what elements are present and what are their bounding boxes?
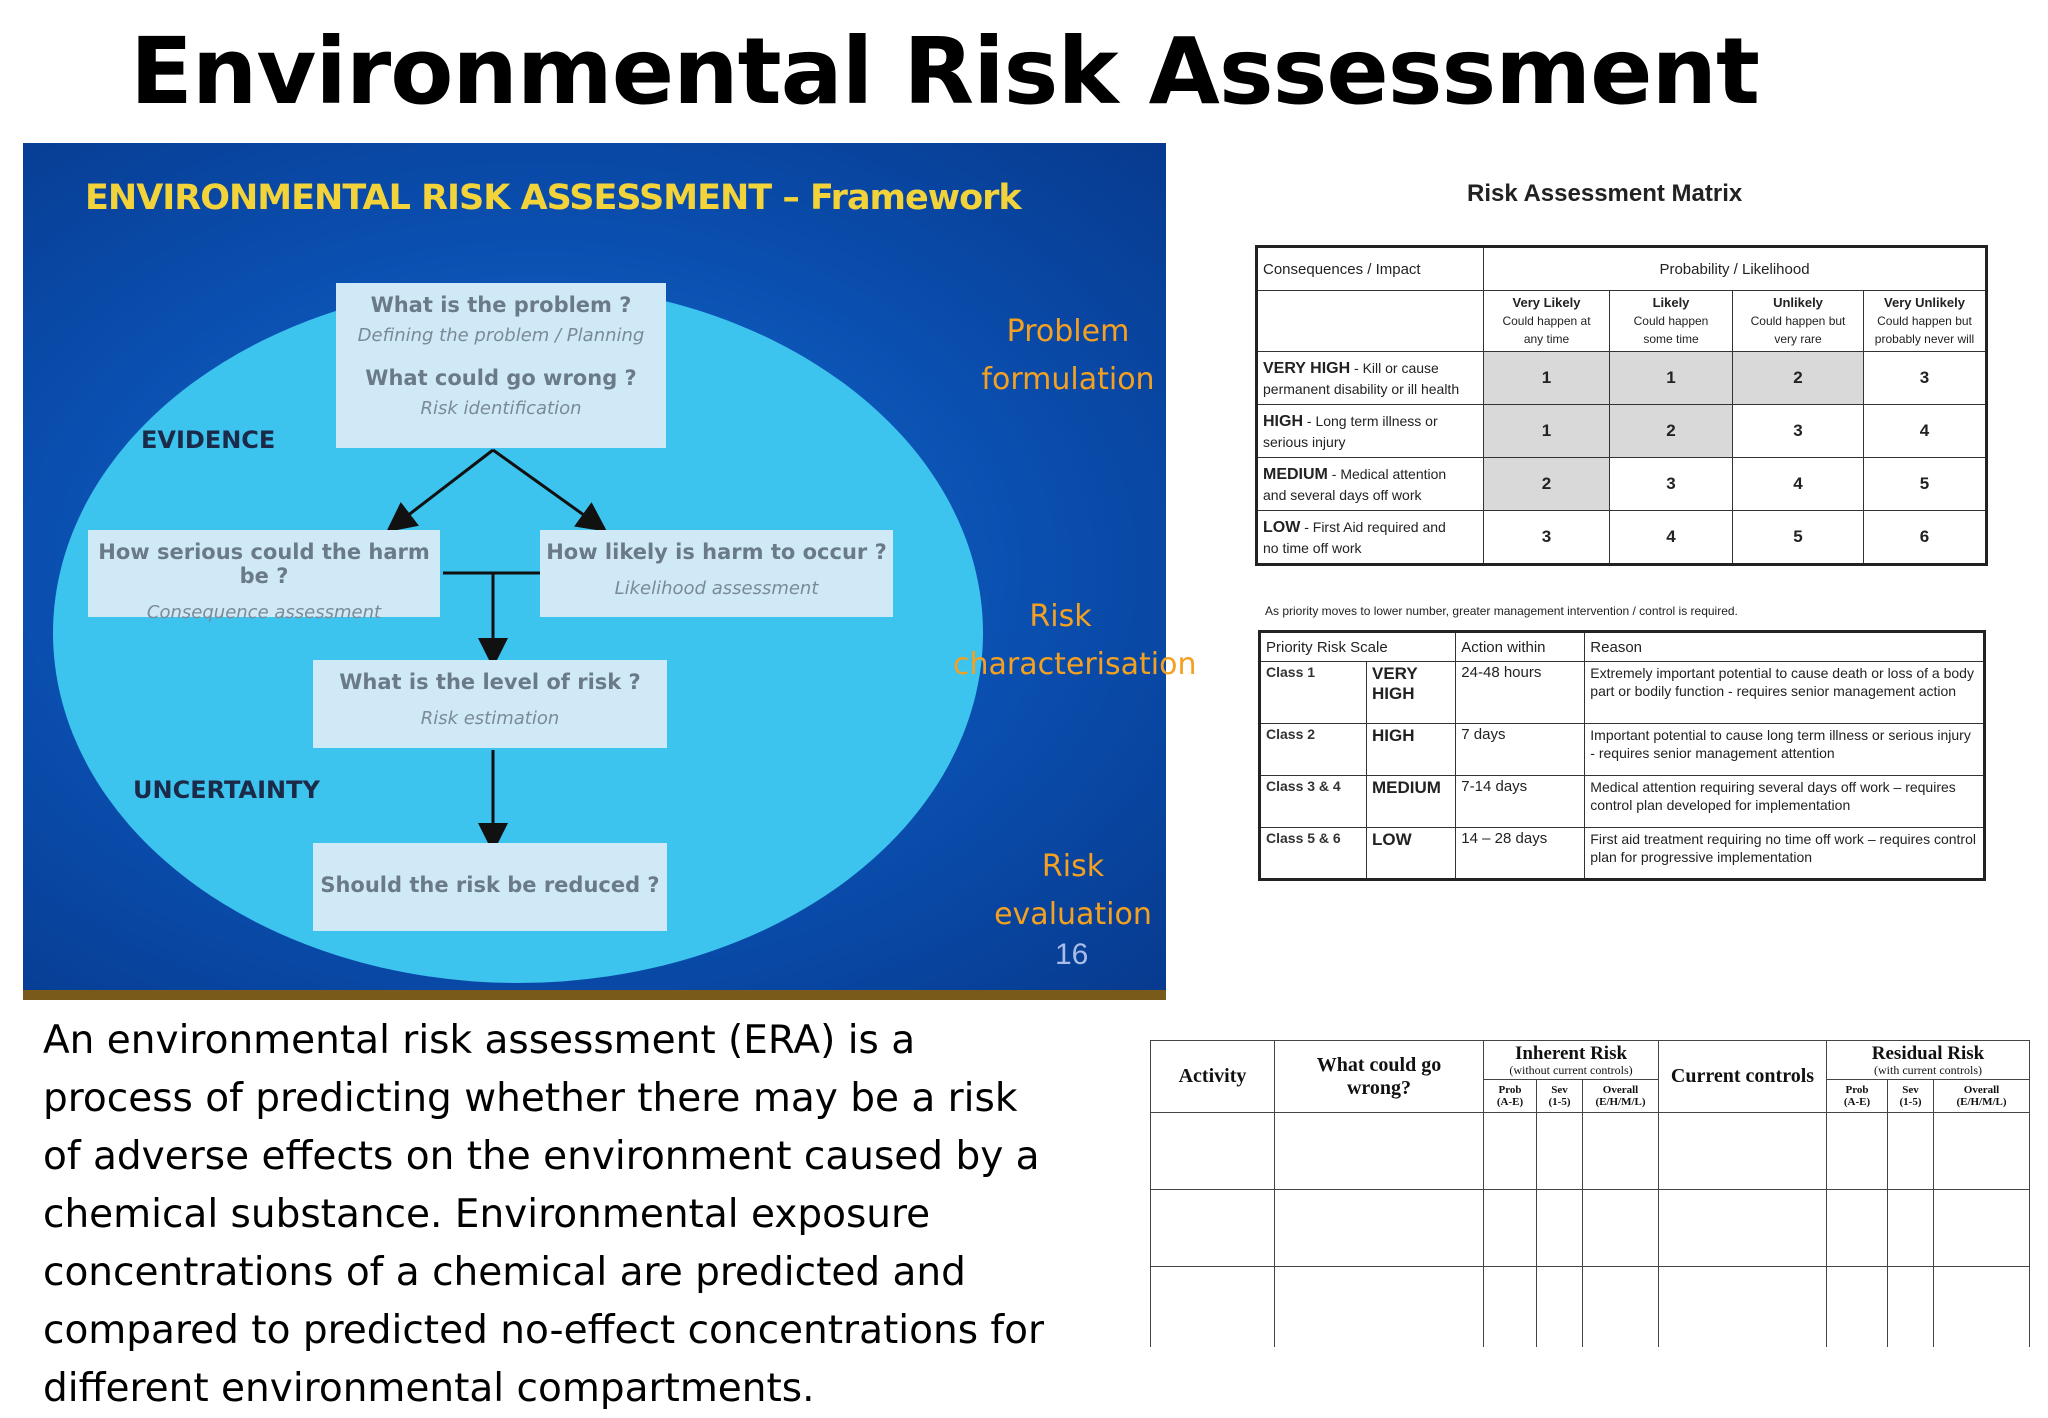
side-risk-evaluation [978,843,1168,939]
box-serious-question: How serious could the harm be ? [98,540,430,588]
priority-header-reason: Reason [1585,632,1985,662]
slide-title: ENVIRONMENTAL RISK ASSESSMENT – Framework [85,178,1021,218]
prob-very-likely: Very Likely Could happen at any time [1484,291,1610,352]
register-cell[interactable] [1151,1113,1275,1190]
box-problem-question: What is the problem ? [370,293,632,317]
box-problem [336,283,666,448]
register-cell[interactable] [1659,1267,1827,1348]
priority-reason: Extremely important potential to cause death or loss of a body part or bodily function - requires senior management action [1585,662,1985,724]
box-reduce [313,843,667,931]
prob-unlikely: Unlikely Could happen but very rare [1733,291,1864,352]
matrix-cell: 4 [1864,405,1987,458]
register-cell[interactable] [1583,1113,1659,1190]
register-inherent-prob: Prob (A-E) [1484,1080,1537,1113]
matrix-cell: 6 [1864,511,1987,565]
priority-class: Class 1 [1260,662,1367,724]
register-row [1151,1113,2030,1190]
row-high-label: HIGH - Long term illness or serious injury [1257,405,1484,458]
box-problem-sub: Defining the problem / Planning [357,325,645,346]
matrix-cell: 4 [1610,511,1733,565]
register-activity-header: Activity [1151,1041,1275,1113]
slide-number: 16 [1055,938,1089,971]
slide-bottom-bar [23,990,1166,1000]
matrix-cell: 3 [1610,458,1733,511]
row-medium-label: MEDIUM - Medical attention and several days off work [1257,458,1484,511]
register-cell[interactable] [1537,1267,1583,1348]
row-low-label: LOW - First Aid required and no time off work [1257,511,1484,565]
priority-class: Class 3 & 4 [1260,776,1367,828]
register-cell[interactable] [1888,1113,1934,1190]
priority-level: HIGH [1367,724,1456,776]
priority-header-action: Action within [1456,632,1585,662]
side-problem-formulation [973,308,1163,404]
arrow-to-serious [398,450,493,523]
register-cell[interactable] [1827,1267,1888,1348]
side-problem-line2: formulation [981,362,1155,397]
register-cell[interactable] [1827,1190,1888,1267]
priority-class: Class 2 [1260,724,1367,776]
matrix-cell: 2 [1610,405,1733,458]
consequences-header: Consequences / Impact [1257,247,1484,291]
register-cell[interactable] [1934,1113,2030,1190]
priority-action: 7-14 days [1456,776,1585,828]
matrix-blank-cell [1257,291,1484,352]
matrix-cell: 1 [1610,352,1733,405]
register-cell[interactable] [1151,1267,1275,1348]
side-eval-line1: Risk [1041,849,1105,884]
probability-header: Probability / Likelihood [1484,247,1987,291]
register-cell[interactable] [1484,1113,1537,1190]
register-row [1151,1190,2030,1267]
matrix-cell: 2 [1733,352,1864,405]
register-cell[interactable] [1275,1190,1484,1267]
matrix-cell: 1 [1484,405,1610,458]
priority-level: VERY HIGH [1367,662,1456,724]
priority-header-scale: Priority Risk Scale [1260,632,1456,662]
matrix-title: Risk Assessment Matrix [1467,180,1743,207]
register-cell[interactable] [1888,1267,1934,1348]
priority-level: MEDIUM [1367,776,1456,828]
register-cell[interactable] [1827,1113,1888,1190]
register-inherent-header: Inherent Risk (without current controls) [1484,1041,1659,1080]
prob-likely: Likely Could happen some time [1610,291,1733,352]
register-residual-sev: Sev (1-5) [1888,1080,1934,1113]
register-cell[interactable] [1934,1190,2030,1267]
priority-action: 24-48 hours [1456,662,1585,724]
register-cell[interactable] [1484,1267,1537,1348]
box-level [313,660,667,748]
register-cell[interactable] [1275,1113,1484,1190]
matrix-cell: 1 [1484,352,1610,405]
matrix-cell: 3 [1484,511,1610,565]
register-cell[interactable] [1888,1190,1934,1267]
register-cell[interactable] [1275,1267,1484,1348]
box-level-sub: Risk estimation [420,708,560,729]
register-cell[interactable] [1537,1113,1583,1190]
risk-matrix-table [1255,245,1988,566]
register-row [1151,1267,2030,1348]
register-what-wrong-header: What could go wrong? [1275,1041,1484,1113]
side-char-line1: Risk [1029,599,1092,634]
side-char-line2: characterisation [953,647,1197,682]
priority-reason: Important potential to cause long term illness or serious injury - requires senior management attention [1585,724,1985,776]
register-cell[interactable] [1934,1267,2030,1348]
matrix-cell: 5 [1864,458,1987,511]
priority-scale-table [1258,630,1986,881]
risk-register-table [1150,1040,2030,1347]
priority-action: 14 – 28 days [1456,828,1585,880]
page-title: Environmental Risk Assessment [130,18,1760,125]
register-controls-header: Current controls [1659,1041,1827,1113]
matrix-cell: 4 [1733,458,1864,511]
era-description: An environmental risk assessment (ERA) is a process of predicting whether there may be a risk of adverse effects on the environment caused by a chemical substance. Environmental exposure concentrations of a chemical are predicted and compared to predicted no-effect concentrations for different environmental compartments. [43,1018,1045,1411]
priority-reason: First aid treatment requiring no time off work – requires control plan for progressive implementation [1585,828,1985,880]
priority-class: Class 5 & 6 [1260,828,1367,880]
evidence-label: EVIDENCE [141,426,276,454]
box-likely [540,530,893,617]
side-problem-line1: Problem [1006,314,1130,349]
register-inherent-sev: Sev (1-5) [1537,1080,1583,1113]
box-wrong-sub: Risk identification [420,398,582,419]
box-likely-question: How likely is harm to occur ? [546,540,887,564]
register-residual-prob: Prob (A-E) [1827,1080,1888,1113]
register-cell[interactable] [1484,1190,1537,1267]
box-level-question: What is the level of risk ? [339,670,641,694]
register-cell[interactable] [1659,1190,1827,1267]
uncertainty-label: UNCERTAINTY [133,776,320,804]
register-cell[interactable] [1659,1113,1827,1190]
register-inherent-overall: Overall (E/H/M/L) [1583,1080,1659,1113]
priority-action: 7 days [1456,724,1585,776]
priority-reason: Medical attention requiring several days off work – requires control plan developed for implementation [1585,776,1985,828]
matrix-cell: 3 [1733,405,1864,458]
priority-note: As priority moves to lower number, greater management intervention / control is required. [1265,604,1738,618]
box-wrong-question: What could go wrong ? [365,366,637,390]
side-risk-characterisation [953,593,1197,689]
side-eval-line2: evaluation [994,897,1152,932]
register-cell[interactable] [1583,1267,1659,1348]
register-cell[interactable] [1583,1190,1659,1267]
register-cell[interactable] [1151,1190,1275,1267]
register-residual-overall: Overall (E/H/M/L) [1934,1080,2030,1113]
register-cell[interactable] [1537,1190,1583,1267]
register-residual-header: Residual Risk (with current controls) [1827,1041,2030,1080]
priority-level: LOW [1367,828,1456,880]
box-serious [88,530,440,623]
box-likely-sub: Likelihood assessment [614,578,819,599]
matrix-cell: 3 [1864,352,1987,405]
box-serious-sub: Consequence assessment [146,602,382,623]
framework-slide [23,143,1197,995]
arrow-to-likely [493,450,595,523]
row-very-high-label: VERY HIGH - Kill or cause permanent disability or ill health [1257,352,1484,405]
box-reduce-question: Should the risk be reduced ? [320,873,660,897]
matrix-cell: 5 [1733,511,1864,565]
matrix-cell: 2 [1484,458,1610,511]
prob-very-unlikely: Very Unlikely Could happen but probably never will [1864,291,1987,352]
